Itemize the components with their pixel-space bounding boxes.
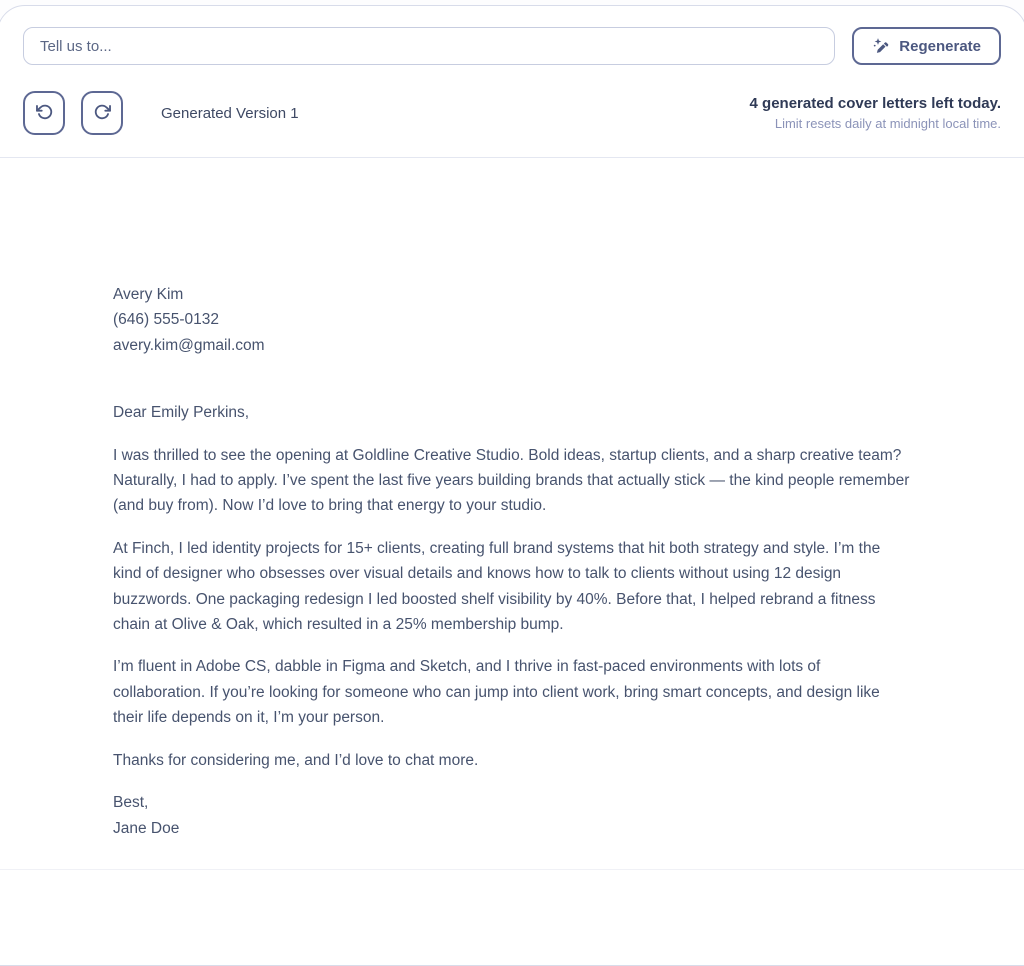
prompt-toolbar [0,6,1024,65]
quota-info [750,95,1001,131]
regenerate-button[interactable] [852,27,1001,65]
letter-paragraph: At Finch, I led identity projects for 15+ clients, creating full brand systems that hit both strategy and style. I’m the kind of designer who obsesses over visual details and knows how to talk to clients without using 12 design buzzwords. One packaging redesign I led boosted shelf visibility by 40%. Before that, I helped rebrand a fitness chain at Olive & Oak, which resulted in a 25% membership bump. [113,539,881,634]
quota-text: 4 generated cover letters left today. [749,95,1001,112]
contact-block [113,282,911,358]
contact-name: Avery Kim [113,286,184,303]
contact-phone: (646) 555-0132 [113,311,219,329]
sparkle-pencil-icon [872,37,890,55]
version-label: Generated Version 1 [161,104,299,122]
letter-paragraph: I was thrilled to see the opening at Goldline Creative Studio. Bold ideas, startup clients, and a sharp creative team? Naturally, I had to apply. I’ve spent the last five years building brands that actually stick — the kind people remember (and buy from). Now I’d love to bring that energy to your studio. [113,446,910,515]
redo-button[interactable] [81,91,123,135]
contact-email: avery.kim@gmail.com [113,336,265,354]
prompt-input[interactable] [23,27,835,65]
letter-paragraph: Thanks for considering me, and I’d love to chat more. [113,751,479,769]
quota-subtext: Limit resets daily at midnight local time. [774,116,1001,131]
letter-signoff: Best, [113,794,149,812]
letter-signature: Jane Doe [113,819,180,837]
version-bar [0,65,1024,135]
undo-button[interactable] [23,91,65,135]
redo-arrow-icon [93,102,112,124]
letter-paragraph: I’m fluent in Adobe CS, dabble in Figma and Sketch, and I thrive in fast-paced environments with lots of collaboration. If you’re looking for someone who can jump into client work, bring smart concepts, and design like their life depends on it, I’m your person. [113,658,880,727]
signoff-block [113,790,911,841]
letter-greeting: Dear Emily Perkins, [113,404,250,422]
undo-arrow-icon [35,102,54,124]
header-divider [0,157,1024,158]
cover-letter-document [0,166,1024,870]
cover-letter-panel [0,5,1024,966]
regenerate-label: Regenerate [899,37,981,55]
